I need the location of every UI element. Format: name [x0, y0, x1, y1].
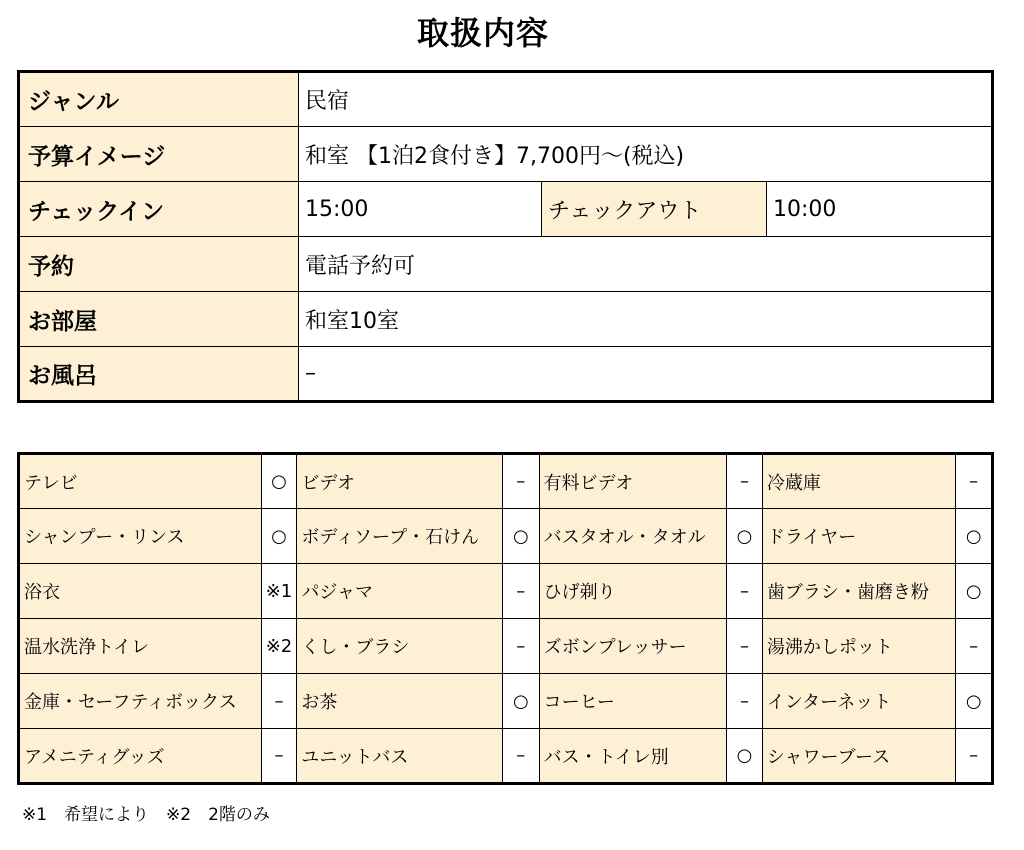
amenity-row: [19, 674, 993, 729]
amenity-availability: –: [503, 564, 540, 619]
amenity-name: ズボンプレッサー: [539, 619, 727, 674]
page-title: 取扱内容: [416, 14, 549, 52]
amenity-row: [19, 509, 993, 564]
checkin-label: チェックイン: [19, 182, 299, 237]
amenity-name: 冷蔵庫: [762, 454, 956, 509]
amenity-name: 有料ビデオ: [539, 454, 727, 509]
amenity-availability: ※2: [261, 619, 297, 674]
amenity-availability: ○: [727, 509, 763, 564]
amenity-availability: ○: [727, 729, 763, 784]
amenity-availability: –: [503, 454, 540, 509]
amenity-name: ボディソープ・石けん: [297, 509, 503, 564]
amenity-availability: –: [727, 674, 763, 729]
amenity-name: 温水洗浄トイレ: [19, 619, 262, 674]
amenity-availability: ○: [956, 564, 993, 619]
amenity-name: 湯沸かしポット: [762, 619, 956, 674]
info-row-bath: [19, 347, 993, 402]
amenity-name: コーヒー: [539, 674, 727, 729]
amenity-name: パジャマ: [297, 564, 503, 619]
amenity-name: アメニティグッズ: [19, 729, 262, 784]
amenity-name: ドライヤー: [762, 509, 956, 564]
amenity-availability: ○: [956, 509, 993, 564]
rooms-value: 和室10室: [299, 292, 993, 347]
amenity-name: ユニットバス: [297, 729, 503, 784]
amenity-name: バスタオル・タオル: [539, 509, 727, 564]
amenity-name: ひげ剃り: [539, 564, 727, 619]
info-row-genre: [19, 72, 993, 127]
amenity-name: くし・ブラシ: [297, 619, 503, 674]
amenity-availability: –: [956, 619, 993, 674]
amenity-availability: –: [503, 729, 540, 784]
amenity-availability: –: [956, 454, 993, 509]
amenity-name: テレビ: [19, 454, 262, 509]
budget-label: 予算イメージ: [19, 127, 299, 182]
budget-value: 和室 【1泊2食付き】7,700円～(税込): [299, 127, 993, 182]
amenity-name: ビデオ: [297, 454, 503, 509]
amenity-name: シャンプー・リンス: [19, 509, 262, 564]
amenity-row: [19, 454, 993, 509]
amenity-row: [19, 729, 993, 784]
info-row-budget: [19, 127, 993, 182]
checkout-label: チェックアウト: [542, 182, 767, 237]
amenity-name: バス・トイレ別: [539, 729, 727, 784]
bath-label: お風呂: [19, 347, 299, 402]
amenity-name: インターネット: [762, 674, 956, 729]
rooms-label: お部屋: [19, 292, 299, 347]
genre-value: 民宿: [299, 72, 993, 127]
reservation-label: 予約: [19, 237, 299, 292]
genre-label: ジャンル: [19, 72, 299, 127]
amenity-availability: ○: [503, 674, 540, 729]
amenity-availability: –: [261, 674, 297, 729]
amenity-name: 歯ブラシ・歯磨き粉: [762, 564, 956, 619]
amenity-availability: ○: [503, 509, 540, 564]
amenity-row: [19, 619, 993, 674]
amenity-availability: –: [956, 729, 993, 784]
amenity-availability: –: [727, 619, 763, 674]
amenity-row: [19, 564, 993, 619]
amenity-name: 浴衣: [19, 564, 262, 619]
footnote: ※1 希望により ※2 2階のみ: [22, 805, 270, 825]
checkin-value: 15:00: [299, 182, 542, 237]
amenity-name: お茶: [297, 674, 503, 729]
info-table: [17, 70, 994, 403]
amenity-availability: ※1: [261, 564, 297, 619]
amenity-availability: ○: [261, 454, 297, 509]
amenities-table: [17, 452, 994, 785]
info-row-checkin: [19, 182, 993, 237]
amenity-availability: –: [727, 564, 763, 619]
amenity-availability: –: [727, 454, 763, 509]
amenity-availability: ○: [956, 674, 993, 729]
bath-value: –: [299, 347, 993, 402]
info-row-rooms: [19, 292, 993, 347]
checkout-value: 10:00: [767, 182, 993, 237]
amenity-name: 金庫・セーフティボックス: [19, 674, 262, 729]
info-row-reservation: [19, 237, 993, 292]
amenity-name: シャワーブース: [762, 729, 956, 784]
amenity-availability: –: [261, 729, 297, 784]
amenity-availability: ○: [261, 509, 297, 564]
amenity-availability: –: [503, 619, 540, 674]
reservation-value: 電話予約可: [299, 237, 993, 292]
